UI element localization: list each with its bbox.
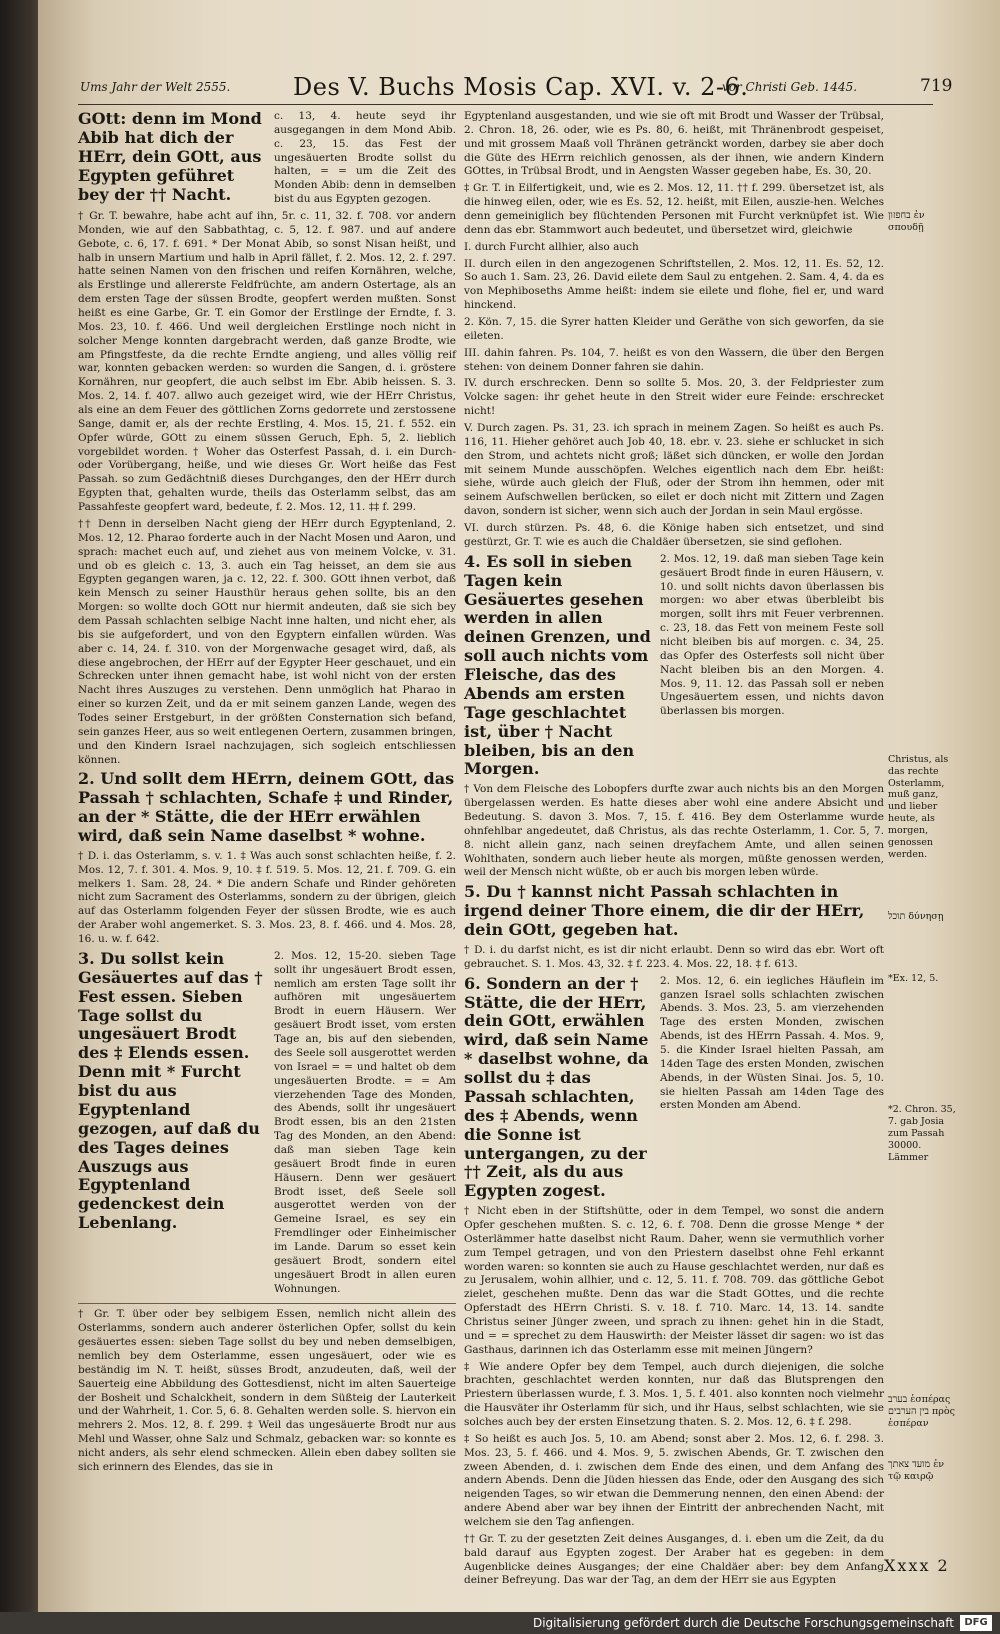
commentary-note: ‡ Wie andere Opfer bey dem Tempel, auch durch diejenigen, die solche brachten, geschlachtet werden konnten, nur daß das Blutsprengen den Priestern überlassen wurde, f. 3. Mos. 1, 5. f. 401. also konnten noch vielmehr die Hausväter ihr Osterlamm für sich, und ihr Haus, selbst schlachten, wie sie solches auch bey der ersten Einsetzung thaten. S. 2. Mos. 12, 6. ‡ f. 298. bbox=[464, 1360, 884, 1429]
commentary-note: † Nicht eben in der Stiftshütte, oder in dem Tempel, wo sonst die andern Opfer geschehen mußten. S. c. 12, 6. f. 708. Denn die grosse Menge * der Osterlämmer hatte daselbst nicht Raum. Daher, wenn sie vermuthlich vorher zum Tempel getragen, und von den Priestern daselbst ohne Fehl erkannt worden waren: so konnten sie auch zu Hause geschlachtet werden, nur daß es zu Jerusalem, wohin allhier, und c. 12, 5. 11. f. 708. 709. das göttliche Gebot zielet, geschehen mußte. Denn das war die Stadt GOttes, und die rechte Opferstadt des HErrn Christi. S. v. 18. f. 710. Marc. 14, 13. 14. sandte Christus seiner Jünger zween, und sprach zu ihnen: gehet hin in die Stadt, und = = sprechet zu dem Hauswirth: der Meister lässet dir sagen: wo ist das Gasthaus, darinnen ich das Osterlamm esse mit meinen Jüngern? bbox=[464, 1205, 884, 1356]
margin-note: תוכל δύνησῃ bbox=[888, 910, 944, 922]
margin-note: *Ex. 12, 5. bbox=[888, 972, 939, 984]
commentary-note: †† Denn in derselben Nacht gieng der HErr durch Egyptenland, 2. Mos. 12, 12. Pharao forderte auch in der Nacht Mosen und Aaron, und sprach: machet euch auf, und ziehet aus von meinem Volcke, v. 31. und ob es gleich c. 13, 3. auch ein Tag heisset, an dem sie aus Egypten gegangen waren, ja c. 12, 22. f. 300. GOtt ihnen verbot, daß kein Mensch zu seiner Hausthür heraus gehen sollte, bis an den Morgen: so wollte doch GOtt nur hiermit andeuten, daß sie sich bey dem Passah schlachten selbige Nacht inne halten, und nicht eher, als bis sie aufgefordert, und von den Egyptern einfallen würden. Was aber c. 14, 24. f. 310. von der Morgenwache gesaget wird, daß, als diese angebrochen, der HErr auf der Egypter Heer geschauet, und ein Schrecken unter ihnen gemacht habe, ist wohl nicht von der ersten Nacht ihres Auszuges zu verstehen. Denn unmöglich hat Pharao in einer so kurzen Zeit, und da er mit seinem ganzen Lande, wegen des Todes seiner Erstgeburt, in der größten Consternation sich befand, sein ganzes Heer, aus so weit entlegenen Oertern, zusammen bringen, und den Kindern Israel nachzujagen, sich sogleich entschliessen können. bbox=[78, 517, 456, 766]
running-head-right: vor Christi Geb. 1445. bbox=[722, 80, 858, 94]
running-head-title: Des V. Buchs Mosis Cap. XVI. v. 2-6. bbox=[293, 73, 749, 101]
commentary-item: I. durch Furcht allhier, also auch bbox=[464, 240, 639, 253]
left-column bbox=[78, 110, 456, 1580]
commentary-item: V. Durch zagen. Ps. 31, 23. ich sprach in meinem Zagen. So heißt es auch Ps. 116, 11. Hieher gehöret auch Job 40, 18. ebr. v. 23. siehe er schlucket in sich den Strom, und achtets nicht groß; läßet sich düncken, er wolle den Jordan mit seinem Munde ausschöpfen. Welches eigentlich nach dem Ebr. heißt: siehe, würde auch gleich der Fluß, oder der Strom ihn hemmen, oder mit seinem Aufschwellen berücken, so eilet er doch nicht mit Zittern und Zagen davon, sondern ist sicher, wenn sich auch der Jordan in sein Maul ergösse. bbox=[464, 422, 884, 518]
verse-4-parallels: 2. Mos. 12, 19. daß man sieben Tage kein gesäuert Brodt finde in euren Häusern, v. 10. und sollt nichts davon überlassen bis morgen: wo aber etwas überbleibt bis morgen, sollt ihrs mit Feuer verbrennen. c. 23, 18. das Fett von meinem Feste soll nicht bleiben bis auf morgen. c. 34, 25. das Opfer des Osterfests soll nicht über Nacht bleiben bis an den Morgen. 4. Mos. 9, 11. 12. das Passah soll er neben Ungesäuertem essen, und nichts davon überlassen bis morgen. bbox=[660, 552, 884, 718]
signature-mark: Xxxx 2 bbox=[884, 1556, 950, 1575]
commentary-note: † Von dem Fleische des Lobopfers durfte zwar auch nichts bis an den Morgen übergelassen werden. Es hatte dieses aber wohl eine andere Absicht und Bedeutung. S. davon 3. Mos. 7, 15. f. 416. Bey dem Osterlamme wurde ohnfehlbar angedeutet, daß Christus, als das rechte Osterlamm, 1. Cor. 5, 7. 8. nicht allein ganz, nach seinen dreyfachem Amte, und allen seinen Wohlthaten, sondern auch lieber heute als morgen, müßte genossen werden, weil der Mensch nicht wüßte, ob er auch bis morgen leben würde. bbox=[464, 783, 884, 879]
verse-6-block bbox=[464, 975, 884, 1206]
verse-5: 5. Du † kannst nicht Passah schlachten in irgend deiner Thore einem, die dir der HErr, dein GOtt, gegeben hat. bbox=[464, 882, 865, 940]
verse-4-block bbox=[464, 553, 884, 784]
margin-note: בערב ἑσπέρας בין הערבים πρὸς ἑσπέραν bbox=[888, 1393, 955, 1429]
commentary-note: ‡ So heißt es auch Jos. 5, 10. am Abend; sonst aber 2. Mos. 12, 6. f. 298. 3. Mos. 23, 5. f. 466. und 4. Mos. 9, 5. zwischen Abends, Gr. T. zwischen den zween Abenden, d. i. zwischen dem Ende des einen, und dem Anfang des andern Abends. Denn die Jüden hiessen das Ende, oder den Ausgang des sich neigenden Tages, so wir etwan die Demmerung nennen, den einen Abend: der andere Abend aber war bey ihnen der Eintritt der anbrechenden Nacht, mit welchem sie den Tag anfiengen. bbox=[464, 1432, 884, 1529]
margin-notes bbox=[888, 110, 958, 1580]
margin-note: מועד צאתך ἐν τῷ καιρῷ bbox=[888, 1459, 945, 1483]
verse-6-parallels: 2. Mos. 12, 6. ein iegliches Häuflein im ganzen Israel solls schlachten zwischen Abends. 3. Mos. 23, 5. am vierzehenden Tage des ersten Monden, zwischen Abends, ist des HErrn Passah. 4. Mos. 9, 5. die Kinder Israel hielten Passah, am 14den Tage des ersten Monden, zwischen Abends, in der Wüsten Sinai. Jos. 5, 10. sie hielten Passah am 14den Tage des ersten Monden am Abend. bbox=[660, 974, 884, 1112]
verse-3-parallels: 2. Mos. 12, 15-20. sieben Tage sollt ihr ungesäuert Brodt essen, nemlich am ersten Tage sollt ihr aufhören mit ungesäuertem Brodt in euern Häusern. Wer gesäuert Brodt isset, vom ersten Tage an, bis auf den siebenden, des Seele soll ausgerottet werden von Israel = = und haltet ob dem ungesäuerten Brodte. = = Am vierzehenden Tage des Monden, des Abends, sollt ihr ungesäuert Brodt essen, bis an den 21sten Tag des Monden, an den Abend: daß man sieben Tage kein gesäuert Brodt finde in euren Häusern. Denn wer gesäuert Brodt isset, deß Seele soll ausgerottet werden von der Gemeine Israel, es sey ein Fremdlinger oder Einheimischer im Lande. Darum so esset kein gesäuert Brodt, sondern eitel ungesäuert Brodt in allen euren Wohnungen. bbox=[274, 949, 456, 1295]
commentary-note: † D. i. du darfst nicht, es ist dir nicht erlaubt. Denn so wird das ebr. Wort oft gebrauchet. S. 1. Mos. 43, 32. ‡ f. 223. 4. Mos. 22, 18. ‡ f. 613. bbox=[464, 943, 884, 970]
commentary-item: II. durch eilen in den angezogenen Schriftstellen, 2. Mos. 12, 11. Es. 52, 12. So auch 1. Sam. 23, 26. David eilete dem Saul zu entgehen. 2. Sam. 4, 4. da es von Mephiboseths Amme heißt: indem sie eilete und flohe, fiel er, und ward hinckend. bbox=[464, 257, 884, 312]
commentary-note: Egyptenland ausgestanden, und wie sie oft mit Brodt und Wasser der Trübsal, 2. Chron. 18, 26. oder, wie es Ps. 80, 6. heißt, mit Thränenbrodt gespeiset, und mit grossem Maaß voll Thränen getränckt worden, darbey sie aber doch die Güte des HErrn reichlich genossen, als der ihnen, wie andern Kindern GOttes, in Trübsal Brodt, und in Aengsten Wasser gegeben habe, Es. 30, 20. bbox=[464, 110, 884, 178]
dfg-logo: DFG bbox=[960, 1615, 992, 1631]
margin-note: Christus, als das rechte Osterlamm, muß ganz, und lieber heute, als morgen, genossen werden. bbox=[888, 753, 949, 860]
commentary-note: †† Gr. T. zu der gesetzten Zeit deines Ausganges, d. i. eben um die Zeit, da du bald darauf aus Egypten zogest. Der Araber hat es gegeben: in dem Augenblicke deines Ausganges; der eine Chaldäer aber: bey dem Anfang deiner Befreyung. Das war der Tag, an dem der HErr sie aus Egypten bbox=[464, 1532, 884, 1587]
margin-note: *2. Chron. 35, 7. gab Josia zum Passah 30000. Lämmer bbox=[888, 1104, 956, 1163]
verse-3: 3. Du sollst kein Gesäuertes auf das † Fest essen. Sieben Tage sollst du ungesäuert Brodt des ‡ Elends essen. Denn mit * Furcht bist du aus Egyptenland gezogen, auf daß du des Tages deines Auszugs aus Egyptenland gedenckest dein Lebenlang. bbox=[78, 948, 263, 1233]
commentary-item: 2. Kön. 7, 15. die Syrer hatten Kleider und Geräthe von sich geworfen, da sie eileten. bbox=[464, 316, 884, 342]
verse-6: 6. Sondern an der † Stätte, die der HErr, dein GOtt, erwählen wird, daß sein Name * daselbst wohne, da sollst du ‡ das Passah schlachten, des ‡ Abends, wenn die Sonne ist untergangen, zu der †† Zeit, als du aus Egypten zogest. bbox=[464, 973, 649, 1201]
commentary-note: † Gr. T. bewahre, habe acht auf ihn, 5r. c. 11, 32. f. 708. vor andern Monden, wie auf den Sabbathtag, c. 5, 12. f. 987. und auf andere Gebote, c. 6, 17. f. 691. * Der Monat Abib, so sonst Nisan heißt, und halb in unsern Martium und halb in April fället, f. 2. Mos. 12, 2. f. 297. hatte seinen Namen von den frischen und reifen Kornähren, welche, als Erstlinge und allererste Feldfrüchte, am andern Ostertage, als an dem ersten Tage der süssen Brodte, geopfert werden mußten. Sonst heißt es eine Garbe, Gr. T. ein Gomor der Erstlinge der Erndte, f. 3. Mos. 23, 10. f. 466. Und weil dergleichen Erstlinge noch nicht in solcher Menge konnten dargebracht werden, daß ganze Brodte, wie am Pfingstfeste, da die rechte Erndte angieng, und alles völlig reif war, konnten gebacken werden: so wurden die Sangen, d. i. gröstere Kornähren, nur geopfert, die auch selbst im Ebr. Abib heissen. S. 3. Mos. 2, 14. f. 407. allwo auch gezeiget wird, wie der HErr Christus, als eine an dem Feuer des göttlichen Zorns gedorrete und zerstossene Sange, damit er, als der rechte Erstling, 4. Mos. 15, 21. f. 552. ein Opfer würde, GOtt zu einem süssen Geruch, Eph. 5, 2. lieblich vorgebildet worden. † Woher das Osterfest Passah, d. i. ein Durch- oder Vorübergang, heiße, und wie dieses Gr. Wort heiße das Fest Passah. so zum Gedächtniß dieses Durchganges, den der HErr durch Egypten that, gehalten wurde, theils das Osterlamm selbst, das am Passahfeste geopfert ward, bedeute, f. 2. Mos. 12, 11. ‡‡ f. 299. bbox=[78, 210, 456, 514]
page-number: 719 bbox=[920, 76, 953, 96]
commentary-item: III. dahin fahren. Ps. 104, 7. heißt es von den Wassern, die über den Bergen stehen: von deinem Donner fahren sie dahin. bbox=[464, 346, 884, 373]
book-page bbox=[38, 0, 1000, 1612]
commentary-note: † D. i. das Osterlamm, s. v. 1. ‡ Was auch sonst schlachten heiße, f. 2. Mos. 12, 7. f. 301. 4. Mos. 9, 10. ‡ f. 519. 5. Mos. 12, 21. f. 709. G. ein melkers 1. Sam. 28, 24. * Die andern Schafe und Rinder gehöreten nicht zum Sacrament des Osterlamms, sondern zu der übrigen, gleich auf das Osterlamm folgenden Feyer der süssen Brodte, wie es auch der Araber wohl angemerket. S. 3. Mos. 23, 8. f. 466. und 4. Mos. 28, 16. u. w. f. 642. bbox=[78, 849, 456, 946]
commentary-note: † Gr. T. über oder bey selbigem Essen, nemlich nicht allein des Osterlamms, sondern auch anderer österlichen Opfer, sollst du kein gesäuertes essen: sieben Tage sollst du bey und neben demselbigen, nemlich bey dem Osterlamme, essen ungesäuert, oder wie es beständig im N. T. heißt, süsses Brodt, anzudeuten, daß, weil der Sauerteig eine Abbildung des Gottesdienst, nicht im alten Sauerteige der Bosheit und Schalckheit, sondern in dem Süßteig der Lauterkeit und der Wahrheit, 1. Cor. 5, 6. 8. Gehalten werden solle. S. hiervon ein mehrers 2. Mos. 12, 8. f. 299. ‡ Weil das ungesäuerte Brodt nur aus Mehl und Wasser, ohne Salz und Schmalz, gebacken war: so konnte es nicht anders, als sehr elend schmecken. Allein eben dabey sollten sie sich erinnern des Elendes, das sie in bbox=[78, 1308, 456, 1473]
right-column bbox=[464, 110, 884, 1587]
commentary-item: VI. durch stürzen. Ps. 48, 6. die Könige haben sich entsetzet, und sind gestürzt, Gr. T. wie es auch die Chaldäer übersetzen, sie sind geflohen. bbox=[464, 522, 884, 548]
verse-1-parallels: c. 13, 4. heute seyd ihr ausgegangen in dem Mond Abib. c. 23, 15. das Fest der ungesäuerten Brodte sollst du halten, = = um die Zeit des Monden Abib: denn in demselben bist du aus Egypten gezogen. bbox=[274, 110, 456, 206]
running-head-left: Ums Jahr der Welt 2555. bbox=[80, 80, 231, 94]
footer-credit: Digitalisierung gefördert durch die Deutsche Forschungsgemeinschaft bbox=[532, 1616, 954, 1630]
verse-2: 2. Und sollt dem HErrn, deinem GOtt, das Passah † schlachten, Schafe ‡ und Rinder, an der * Stätte, die der HErr erwählen wird, daß sein Name daselbst * wohne. bbox=[78, 769, 455, 846]
verse-3-block bbox=[78, 950, 456, 1299]
header-rule bbox=[78, 104, 933, 105]
margin-note: בחפזון ἐν σπουδῇ bbox=[888, 210, 925, 233]
verse-4: 4. Es soll in sieben Tagen kein Gesäuertes gesehen werden in allen deinen Grenzen, und soll auch nichts vom Fleische, das des Abends am ersten Tage geschlachtet ist, über † Nacht bleiben, bis an den Morgen. bbox=[464, 551, 651, 779]
footer-bar bbox=[0, 1612, 1000, 1634]
commentary-item: IV. durch erschrecken. Denn so sollte 5. Mos. 20, 3. der Feldpriester zum Volcke sagen: ihr gehet heute in den Streit wider eure Feinde: erschrecket nicht! bbox=[464, 377, 884, 418]
verse-1: GOtt: denn im Mond Abib hat dich der HErr, dein GOtt, aus Egypten geführet bey der †† Nacht. bbox=[78, 109, 262, 204]
verse-1-block bbox=[78, 110, 456, 210]
divider bbox=[78, 1303, 456, 1304]
commentary-note: ‡ Gr. T. in Eilfertigkeit, und, wie es 2. Mos. 12, 11. †† f. 299. übersetzet ist, als die hinweg eilen, oder, wie es Es. 52, 12. heißt, mit Eilen, auszie-hen. Welches denn gemeiniglich bey flüchtenden Personen mit Furcht verknüpfet ist. Wie denn das ebr. Stammwort auch bedeutet, und übersetzet wird, gleichwie bbox=[464, 182, 884, 236]
